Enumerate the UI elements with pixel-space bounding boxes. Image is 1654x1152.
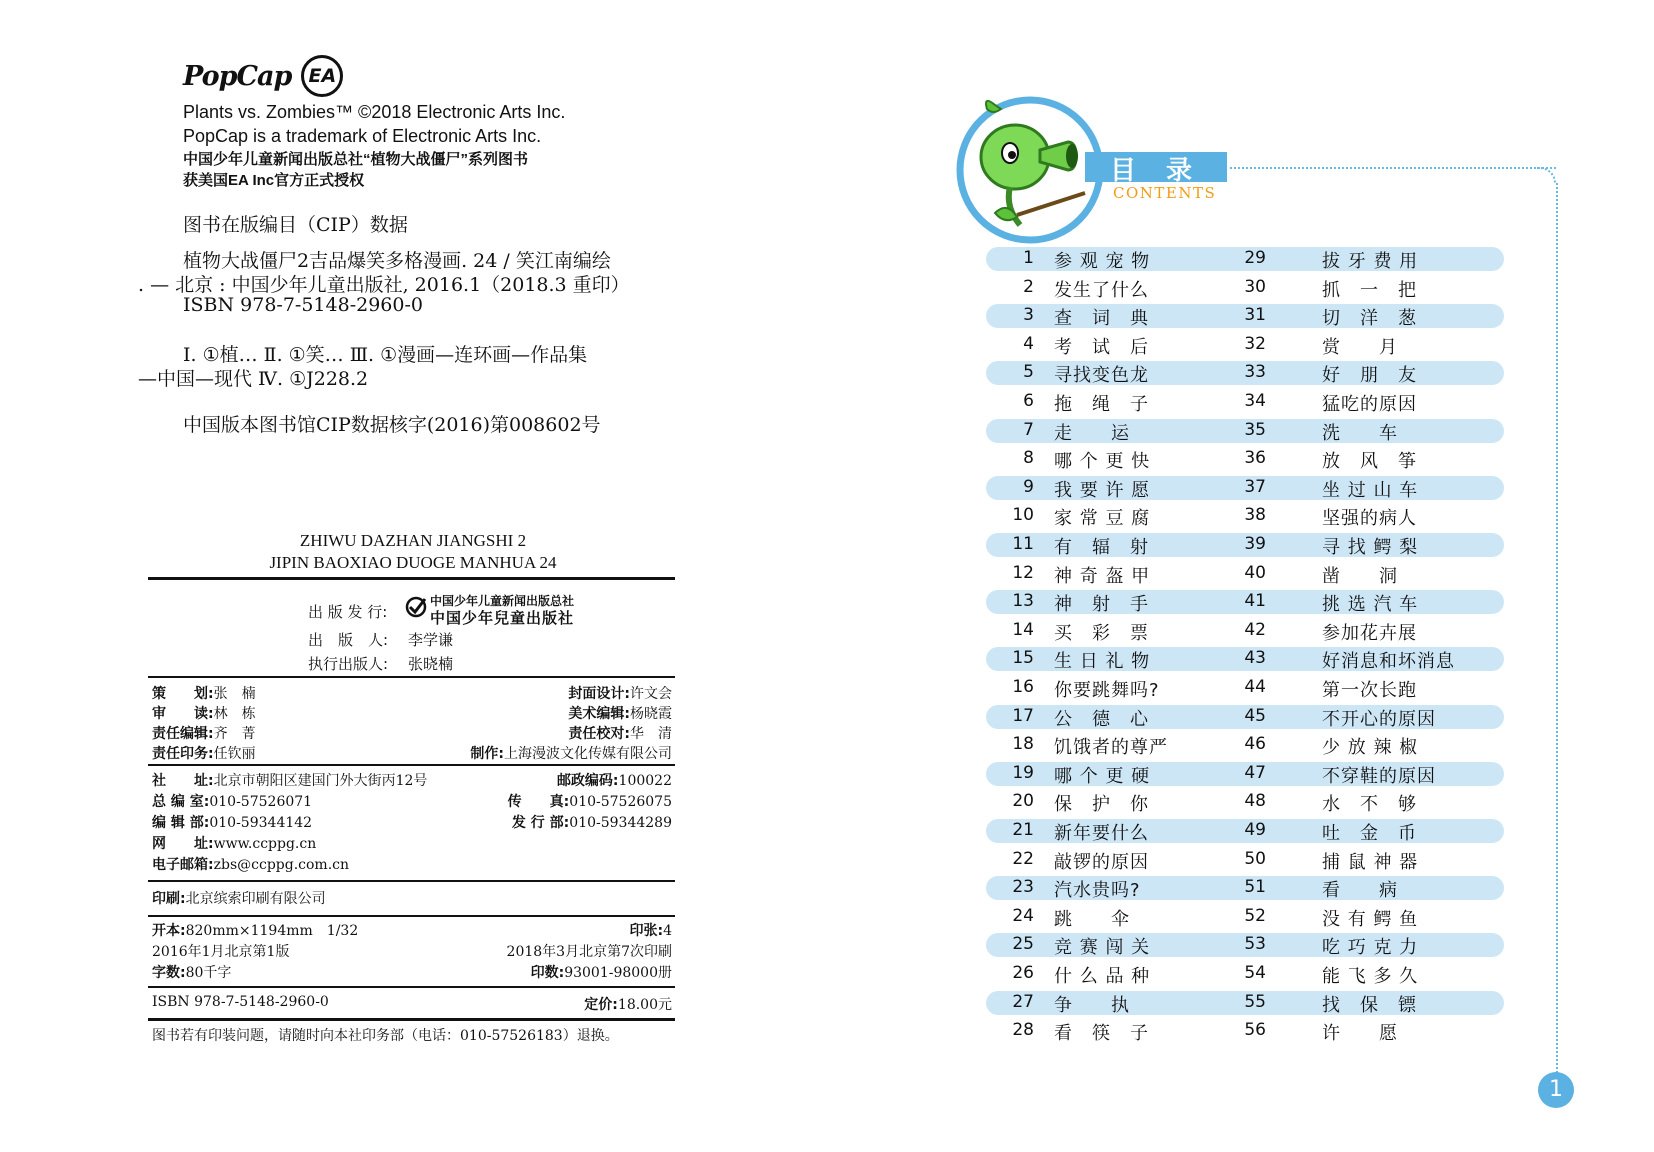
toc-row (986, 500, 1504, 528)
toc-title: 走 运 (1054, 422, 1130, 444)
staff-label: 美术编辑: (568, 706, 630, 722)
toc-title: 不开心的原因 (1322, 708, 1436, 730)
toc-number: 27 (1012, 991, 1034, 1012)
toc-row (986, 701, 1504, 729)
staff-value: 张 楠 (213, 686, 256, 702)
toc-number: 42 (1244, 619, 1266, 640)
isbn-price-row (152, 994, 672, 1014)
toc-row (986, 958, 1504, 986)
dotted-line (1230, 167, 1556, 169)
toc-number: 37 (1244, 476, 1266, 497)
toc-number: 18 (1012, 734, 1034, 755)
staff-value: 任钦丽 (213, 746, 256, 762)
sheets-label: 印张: (629, 923, 664, 939)
license-line-2: 获美国EA Inc官方正式授权 (183, 172, 365, 189)
toc-row (986, 300, 1504, 328)
toc-number: 51 (1244, 877, 1266, 898)
toc-title: 凿 洞 (1322, 565, 1398, 587)
toc-number: 2 (1023, 276, 1034, 297)
toc-number: 23 (1012, 877, 1034, 898)
license-line-1: 中国少年儿童新闻出版总社“植物大战僵尸”系列图书 (183, 151, 529, 168)
toc-title: 饥饿者的尊严 (1054, 737, 1168, 759)
toc-row (986, 786, 1504, 814)
toc-title: 哪 个 更 快 (1054, 451, 1151, 473)
toc-title: 什 么 品 种 (1054, 966, 1151, 987)
format-block (152, 920, 672, 983)
toc-number: 46 (1244, 734, 1266, 755)
toc-title: 跳 伞 (1054, 908, 1130, 930)
toc-row (986, 1015, 1504, 1043)
toc-number: 54 (1244, 963, 1266, 983)
staff-label: 责任印务: (152, 746, 214, 762)
toc-title: 参加花卉展 (1322, 622, 1417, 644)
format-value: 820mm×1194mm 1/32 (185, 923, 359, 939)
toc-title: 汽水贵吗? (1054, 880, 1141, 902)
toc-title: 少 放 辣 椒 (1322, 737, 1419, 759)
address-row (152, 770, 672, 791)
email-label: 电子邮箱: (152, 857, 214, 873)
copyright-line-2: PopCap is a trademark of Electronic Arts Inc. (183, 126, 542, 146)
toc-row (986, 386, 1504, 414)
staff-label: 封面设计: (568, 686, 630, 702)
toc-title: 水 不 够 (1322, 794, 1417, 816)
cip-number: 中国版本图书馆CIP数据核字(2016)第008602号 (183, 414, 601, 436)
printing-value: 北京缤索印刷有限公司 (185, 891, 326, 907)
contents-title: 目录 (1110, 156, 1223, 186)
website-value: www.ccppg.cn (213, 836, 317, 852)
staff-value: 杨晓霞 (630, 706, 672, 722)
toc-title: 第一次长跑 (1322, 680, 1417, 701)
format-row (152, 941, 672, 962)
format-row (152, 962, 672, 983)
staff-label: 审 读: (152, 706, 214, 722)
toc-row (986, 758, 1504, 786)
phone-value: 010-59344142 (209, 815, 313, 831)
staff-value: 林 栋 (213, 706, 256, 722)
copyright-line-1: Plants vs. Zombies™ ©2018 Electronic Arts Inc. (183, 102, 566, 122)
toc-title: 寻找变色龙 (1054, 365, 1149, 387)
peashooter-mascot (955, 95, 1105, 245)
toc-title: 新年要什么 (1054, 823, 1149, 844)
staff-row (152, 683, 672, 703)
publisher-name-2: 中国少年兒童出版社 (430, 609, 575, 627)
email-value: zbs@ccppg.com.cn (213, 857, 350, 873)
staff-value: 华 清 (630, 726, 672, 742)
toc-title: 参 观 宠 物 (1054, 251, 1151, 272)
toc-row (986, 929, 1504, 957)
toc-title: 赏 月 (1322, 336, 1398, 358)
publisher-logo-icon (405, 596, 425, 616)
toc-title: 敲锣的原因 (1054, 851, 1149, 873)
cip-line-3: ISBN 978-7-5148-2960-0 (183, 294, 423, 316)
toc-number: 5 (1023, 362, 1034, 383)
toc-title: 竞 赛 闯 关 (1054, 937, 1151, 959)
toc-title: 找 保 镖 (1322, 994, 1417, 1016)
toc-number: 43 (1244, 648, 1266, 669)
toc-number: 44 (1244, 677, 1266, 697)
toc-title: 看 筷 子 (1054, 1023, 1149, 1045)
toc-number: 16 (1012, 677, 1034, 697)
toc-number: 15 (1012, 648, 1034, 669)
toc-title: 好消息和坏消息 (1322, 651, 1455, 673)
toc-title: 坐 过 山 车 (1322, 479, 1419, 501)
toc-title: 考 试 后 (1054, 336, 1149, 358)
divider (148, 676, 675, 678)
toc-number: 7 (1023, 419, 1034, 440)
toc-number: 56 (1244, 1020, 1266, 1041)
toc-title: 拖 绳 子 (1054, 394, 1149, 415)
address-value: 北京市朝阳区建国门外大街丙12号 (213, 773, 428, 789)
toc-row (986, 357, 1504, 385)
toc-title: 洗 车 (1322, 422, 1398, 444)
toc-title: 神 射 手 (1054, 594, 1149, 616)
toc-title: 保 护 你 (1054, 794, 1149, 816)
sheets-value: 4 (663, 923, 672, 939)
toc-number: 13 (1012, 591, 1034, 612)
phone-value: 010-59344289 (569, 815, 672, 831)
chuban-label: 出 版 人: (308, 631, 389, 649)
staff-label: 策 划: (152, 686, 214, 702)
toc-number: 24 (1012, 905, 1034, 926)
website-label: 网 址: (152, 836, 214, 852)
toc-title: 家 常 豆 腐 (1054, 508, 1151, 530)
toc-row (986, 643, 1504, 671)
toc-number: 20 (1012, 791, 1034, 812)
popcap-logo: PopCap (183, 60, 292, 92)
divider (148, 764, 675, 766)
toc-row (986, 615, 1504, 643)
staff-label: 责任校对: (568, 726, 630, 742)
toc-number: 4 (1023, 333, 1034, 354)
exec-publisher-label: 执行出版人: (308, 655, 389, 673)
toc-row (986, 844, 1504, 872)
toc-number: 12 (1012, 562, 1034, 583)
toc-row (986, 443, 1504, 471)
price-value: 18.00元 (617, 997, 672, 1013)
toc-row (986, 987, 1504, 1015)
staff-label: 制作: (470, 746, 504, 762)
staff-value: 齐 菁 (213, 726, 256, 742)
toc-title: 有 辐 射 (1054, 537, 1149, 558)
toc-title: 放 风 筝 (1322, 451, 1417, 473)
toc-number: 39 (1244, 534, 1266, 554)
toc-number: 35 (1244, 419, 1266, 440)
address-row (152, 791, 672, 812)
toc-title: 好 朋 友 (1322, 365, 1417, 387)
staff-value: 上海漫波文化传媒有限公司 (504, 746, 672, 762)
cip-class-1: Ⅰ. ①植… Ⅱ. ①笑… Ⅲ. ①漫画—连环画—作品集 (183, 344, 588, 366)
divider (148, 986, 675, 988)
toc-number: 32 (1244, 333, 1266, 354)
toc-title: 没 有 鳄 鱼 (1322, 908, 1419, 930)
staff-row (152, 743, 672, 763)
toc-number: 11 (1012, 534, 1034, 554)
address-label: 社 址: (152, 773, 214, 789)
toc-number: 41 (1244, 591, 1266, 612)
toc-title: 看 病 (1322, 880, 1398, 902)
fax-value: 010-57526075 (569, 794, 672, 810)
staff-value: 许文会 (630, 686, 672, 702)
wordcount-label: 字数: (152, 965, 186, 981)
price-label: 定价: (584, 997, 618, 1013)
toc-title: 能 飞 多 久 (1322, 966, 1419, 987)
toc-title: 争 执 (1054, 994, 1130, 1016)
toc-number: 17 (1012, 705, 1034, 726)
toc-number: 31 (1244, 305, 1266, 326)
toc-number: 45 (1244, 705, 1266, 726)
divider (148, 1018, 675, 1021)
postcode-value: 100022 (618, 773, 672, 789)
toc-number: 29 (1244, 248, 1266, 268)
toc-title: 买 彩 票 (1054, 622, 1149, 644)
address-row (152, 854, 672, 875)
format-label: 开本: (152, 923, 186, 939)
printrun-label: 印数: (530, 965, 565, 981)
address-row (152, 833, 672, 854)
toc-title: 捕 鼠 神 器 (1322, 851, 1419, 873)
edition-text: 2016年1月北京第1版 (152, 944, 290, 960)
toc-number: 50 (1244, 848, 1266, 869)
toc-title: 切 洋 葱 (1322, 308, 1417, 330)
toc-title: 坚强的病人 (1322, 508, 1417, 530)
toc-title: 生 日 礼 物 (1054, 651, 1151, 673)
toc-title: 猛吃的原因 (1322, 394, 1417, 415)
toc-number: 10 (1012, 505, 1034, 526)
toc-row (986, 872, 1504, 900)
phone-label: 发 行 部: (511, 815, 570, 831)
chuban-value: 李学谦 (408, 631, 454, 649)
toc-title: 拔 牙 费 用 (1322, 251, 1419, 272)
toc-number: 22 (1012, 848, 1034, 869)
toc-number: 36 (1244, 448, 1266, 469)
cip-heading: 图书在版编目（CIP）数据 (183, 214, 408, 236)
dotted-corner (1537, 167, 1556, 183)
toc-row (986, 558, 1504, 586)
divider (148, 577, 675, 580)
toc-title: 寻 找 鳄 梨 (1322, 537, 1419, 558)
toc-row (986, 901, 1504, 929)
toc-number: 40 (1244, 562, 1266, 583)
isbn-text: ISBN 978-7-5148-2960-0 (152, 994, 329, 1010)
cip-class-2: —中国—现代 Ⅳ. ①J228.2 (138, 368, 369, 390)
toc-number: 47 (1244, 762, 1266, 783)
toc-number: 30 (1244, 276, 1266, 297)
contents-subtitle: CONTENTS (1113, 184, 1217, 202)
toc-number: 1 (1023, 248, 1034, 268)
printing-row (152, 888, 672, 908)
toc-title: 挑 选 汽 车 (1322, 594, 1419, 616)
toc-title: 公 德 心 (1054, 708, 1149, 730)
pinyin-title-2: JIPIN BAOXIAO DUOGE MANHUA 24 (269, 553, 557, 572)
toc-row (986, 529, 1504, 557)
divider (148, 915, 675, 917)
toc-number: 6 (1023, 391, 1034, 411)
pinyin-title-1: ZHIWU DAZHAN JIANGSHI 2 (299, 531, 527, 550)
dotted-line (1556, 183, 1558, 1073)
toc-number: 52 (1244, 905, 1266, 926)
staff-row (152, 703, 672, 723)
toc-row (986, 243, 1504, 271)
page-number: 1 (1538, 1072, 1574, 1108)
format-row (152, 920, 672, 941)
toc-number: 9 (1023, 476, 1034, 497)
toc-row (986, 815, 1504, 843)
address-block (152, 770, 672, 875)
phone-label: 编 辑 部: (152, 815, 210, 831)
staff-row (152, 723, 672, 743)
toc-title: 不穿鞋的原因 (1322, 765, 1436, 787)
address-row (152, 812, 672, 833)
toc-number: 38 (1244, 505, 1266, 526)
toc-row (986, 472, 1504, 500)
exec-publisher-value: 张晓楠 (408, 655, 454, 673)
postcode-label: 邮政编码: (556, 773, 619, 789)
toc-title: 哪 个 更 硬 (1054, 765, 1151, 787)
toc-title: 我 要 许 愿 (1054, 479, 1151, 501)
toc-number: 21 (1012, 820, 1034, 840)
printrun-value: 93001-98000册 (564, 965, 672, 981)
toc-number: 49 (1244, 820, 1266, 840)
toc-number: 28 (1012, 1020, 1034, 1041)
toc-title: 你要跳舞吗? (1054, 680, 1160, 701)
cip-line-1: 植物大战僵尸2吉品爆笑多格漫画. 24 / 笑江南编绘 (183, 250, 611, 272)
toc-number: 19 (1012, 762, 1034, 783)
toc-number: 33 (1244, 362, 1266, 383)
toc-row (986, 272, 1504, 300)
toc-number: 3 (1023, 305, 1034, 326)
toc-title: 许 愿 (1322, 1023, 1398, 1045)
toc-number: 8 (1023, 448, 1034, 469)
phone-value: 010-57526071 (209, 794, 313, 810)
reprint-text: 2018年3月北京第7次印刷 (506, 944, 672, 960)
toc-row (986, 672, 1504, 700)
publisher-label: 出 版 发 行: (308, 603, 388, 621)
toc-title: 抓 一 把 (1322, 279, 1417, 301)
publisher-name-1: 中国少年儿童新闻出版总社 (430, 594, 575, 608)
cip-line-2: . — 北京 : 中国少年儿童出版社, 2016.1（2018.3 重印） (138, 274, 630, 296)
toc-row (986, 586, 1504, 614)
toc-number: 55 (1244, 991, 1266, 1012)
toc-row (986, 329, 1504, 357)
phone-label: 总 编 室: (152, 794, 210, 810)
toc-title: 发生了什么 (1054, 279, 1149, 301)
toc-title: 吃 巧 克 力 (1322, 937, 1419, 959)
toc-number: 25 (1012, 934, 1034, 955)
fax-label: 传 真: (507, 794, 570, 810)
toc-number: 53 (1244, 934, 1266, 955)
reprint-notice: 图书若有印装问题，请随时向本社印务部（电话：010-57526183）退换。 (152, 1028, 619, 1044)
staff-label: 责任编辑: (152, 726, 214, 742)
ea-logo: EA (301, 55, 343, 97)
brand-logos (183, 52, 343, 100)
toc-row (986, 729, 1504, 757)
toc-row (986, 415, 1504, 443)
toc-number: 48 (1244, 791, 1266, 812)
toc-title: 查 词 典 (1054, 308, 1149, 330)
printing-label: 印刷: (152, 891, 186, 907)
toc-number: 26 (1012, 963, 1034, 983)
wordcount-value: 80千字 (185, 965, 232, 981)
toc-title: 神 奇 盔 甲 (1054, 565, 1151, 587)
staff-block (152, 683, 672, 763)
toc-title: 吐 金 币 (1322, 823, 1417, 844)
toc-number: 34 (1244, 391, 1266, 411)
divider (148, 880, 675, 882)
toc-number: 14 (1012, 619, 1034, 640)
